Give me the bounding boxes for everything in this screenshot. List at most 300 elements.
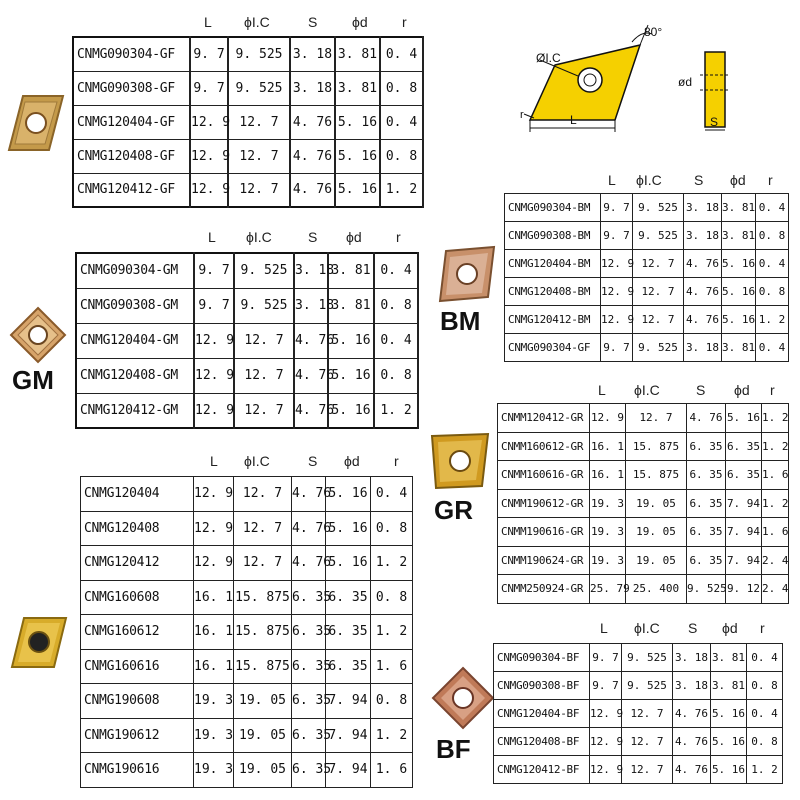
corner-radius-cell: 1. 2 [756, 306, 789, 334]
length-cell: 19. 3 [194, 718, 234, 753]
diagram-angle-label: 80° [644, 25, 663, 39]
thickness-cell: 6. 35 [292, 684, 326, 719]
table-row [505, 222, 789, 250]
bore-diameter-cell: 5. 16 [722, 250, 756, 278]
column-header-s: S [308, 453, 318, 469]
table-row [505, 194, 789, 222]
corner-radius-cell: 0. 8 [756, 278, 789, 306]
model-cell: CNMG190616 [81, 753, 194, 788]
model-cell: CNMG090308-BM [505, 222, 601, 250]
corner-radius-cell: 1. 2 [371, 718, 413, 753]
inscribed-circle-cell: 15. 875 [626, 432, 687, 461]
corner-radius-cell: 0. 8 [756, 222, 789, 250]
model-cell: CNMM160612-GR [498, 432, 590, 461]
column-header-r: r [396, 229, 401, 245]
corner-radius-cell: 0. 8 [374, 288, 418, 323]
bore-diameter-cell: 5. 16 [726, 404, 762, 433]
column-header-s: S [694, 172, 704, 188]
thickness-cell: 6. 35 [292, 580, 326, 615]
model-cell: CNMM190624-GR [498, 546, 590, 575]
table-row [498, 575, 789, 604]
thickness-cell: 3. 18 [673, 644, 711, 672]
table-row [76, 358, 418, 393]
corner-radius-cell: 1. 2 [380, 173, 423, 207]
table-row [81, 511, 413, 546]
length-cell: 9. 7 [190, 37, 228, 71]
thickness-cell: 6. 35 [292, 718, 326, 753]
length-cell: 9. 7 [190, 71, 228, 105]
length-cell: 12. 9 [590, 728, 622, 756]
table-row [498, 489, 789, 518]
bore-diameter-cell: 6. 35 [726, 432, 762, 461]
inscribed-circle-cell: 15. 875 [234, 580, 292, 615]
model-cell: CNMG120408-BM [505, 278, 601, 306]
inscribed-circle-cell: 12. 7 [234, 358, 294, 393]
column-header-d: ϕd [344, 453, 360, 469]
table-row [81, 684, 413, 719]
thickness-cell: 6. 35 [292, 615, 326, 650]
insert-bm-image [436, 245, 498, 303]
inscribed-circle-cell: 9. 525 [228, 37, 290, 71]
corner-radius-cell: 0. 8 [374, 358, 418, 393]
corner-radius-cell: 0. 8 [380, 139, 423, 173]
column-header-s: S [696, 382, 706, 398]
bore-diameter-cell: 5. 16 [328, 358, 374, 393]
length-cell: 12. 9 [194, 511, 234, 546]
inscribed-circle-cell: 12. 7 [228, 105, 290, 139]
model-cell: CNMG190612 [81, 718, 194, 753]
bore-diameter-cell: 5. 16 [711, 700, 747, 728]
column-header-ic: ϕI.C [636, 172, 662, 188]
corner-radius-cell: 0. 4 [371, 477, 413, 512]
table-row [505, 250, 789, 278]
table-row [73, 173, 423, 207]
column-header-r: r [402, 14, 407, 30]
inscribed-circle-cell: 12. 7 [234, 477, 292, 512]
bf-series-label: BF [436, 734, 471, 764]
length-cell: 9. 7 [194, 288, 234, 323]
corner-radius-cell: 0. 8 [747, 672, 783, 700]
table-row [498, 432, 789, 461]
thickness-cell: 6. 35 [687, 432, 726, 461]
inscribed-circle-cell: 15. 875 [234, 615, 292, 650]
inscribed-circle-cell: 12. 7 [622, 728, 673, 756]
model-cell: CNMG090304-GF [505, 334, 601, 362]
length-cell: 9. 7 [601, 334, 633, 362]
thickness-cell: 4. 76 [673, 756, 711, 784]
length-cell: 12. 9 [190, 173, 228, 207]
inscribed-circle-cell: 12. 7 [622, 756, 673, 784]
bore-diameter-cell: 3. 81 [722, 334, 756, 362]
bore-diameter-cell: 5. 16 [335, 139, 380, 173]
bore-diameter-cell: 3. 81 [722, 194, 756, 222]
thickness-cell: 4. 76 [684, 250, 722, 278]
table-row [73, 139, 423, 173]
inscribed-circle-cell: 12. 7 [633, 306, 684, 334]
column-header-s: S [308, 229, 318, 245]
thickness-cell: 4. 76 [292, 511, 326, 546]
table-row [76, 288, 418, 323]
inscribed-circle-cell: 12. 7 [234, 511, 292, 546]
inscribed-circle-cell: 15. 875 [626, 461, 687, 490]
column-header-r: r [768, 172, 773, 188]
table-row [76, 393, 418, 428]
thickness-cell: 3. 18 [684, 222, 722, 250]
length-cell: 12. 9 [194, 358, 234, 393]
corner-radius-cell: 1. 2 [747, 756, 783, 784]
cnmg-spec-table [80, 476, 413, 788]
model-cell: CNMG120412-GF [73, 173, 190, 207]
table-row [81, 546, 413, 581]
model-cell: CNMG120404-GF [73, 105, 190, 139]
corner-radius-cell: 0. 4 [756, 250, 789, 278]
corner-radius-cell: 0. 4 [756, 334, 789, 362]
inscribed-circle-cell: 12. 7 [626, 404, 687, 433]
inscribed-circle-cell: 12. 7 [228, 139, 290, 173]
bore-diameter-cell: 3. 81 [722, 222, 756, 250]
thickness-cell: 6. 35 [292, 649, 326, 684]
corner-radius-cell: 2. 4 [762, 575, 789, 604]
model-cell: CNMG120408-GM [76, 358, 194, 393]
corner-radius-cell: 0. 8 [371, 511, 413, 546]
table-row [73, 37, 423, 71]
corner-radius-cell: 0. 8 [747, 728, 783, 756]
column-header-l: L [204, 14, 212, 30]
length-cell: 16. 1 [194, 580, 234, 615]
model-cell: CNMG090304-GF [73, 37, 190, 71]
inscribed-circle-cell: 9. 525 [633, 222, 684, 250]
thickness-cell: 3. 18 [684, 334, 722, 362]
inscribed-circle-cell: 19. 05 [234, 718, 292, 753]
model-cell: CNMG120404-GM [76, 323, 194, 358]
thickness-cell: 3. 18 [294, 253, 328, 288]
corner-radius-cell: 0. 4 [756, 194, 789, 222]
gr-spec-table [497, 403, 789, 604]
length-cell: 12. 9 [194, 546, 234, 581]
inscribed-circle-cell: 15. 875 [234, 649, 292, 684]
model-cell: CNMG120404 [81, 477, 194, 512]
inscribed-circle-cell: 19. 05 [626, 518, 687, 547]
thickness-cell: 4. 76 [290, 173, 335, 207]
inscribed-circle-cell: 12. 7 [633, 250, 684, 278]
column-header-r: r [770, 382, 775, 398]
diagram-bore-label: ød [678, 75, 693, 89]
corner-radius-cell: 1. 2 [762, 404, 789, 433]
column-header-d: ϕd [722, 620, 738, 636]
corner-radius-cell: 0. 8 [380, 71, 423, 105]
bm-series-label: BM [440, 306, 481, 336]
bore-diameter-cell: 5. 16 [326, 511, 371, 546]
bore-diameter-cell: 7. 94 [326, 753, 371, 788]
corner-radius-cell: 0. 4 [380, 37, 423, 71]
thickness-cell: 6. 35 [687, 518, 726, 547]
length-cell: 16. 1 [194, 649, 234, 684]
diagram-thickness-label: S [710, 115, 719, 129]
column-header-r: r [760, 620, 765, 636]
thickness-cell: 3. 18 [294, 288, 328, 323]
length-cell: 16. 1 [194, 615, 234, 650]
model-cell: CNMG090308-GM [76, 288, 194, 323]
column-header-ic: ϕI.C [244, 14, 270, 30]
thickness-cell: 6. 35 [687, 489, 726, 518]
gf-spec-table [72, 36, 424, 208]
column-header-d: ϕd [346, 229, 362, 245]
thickness-cell: 4. 76 [294, 323, 328, 358]
table-row [73, 105, 423, 139]
thickness-cell: 4. 76 [673, 700, 711, 728]
length-cell: 19. 3 [194, 753, 234, 788]
inscribed-circle-cell: 12. 7 [234, 546, 292, 581]
thickness-cell: 4. 76 [684, 278, 722, 306]
diagram-length-label: L [570, 113, 577, 127]
length-cell: 9. 7 [194, 253, 234, 288]
insert-cnmg-image [8, 615, 70, 670]
column-header-d: ϕd [734, 382, 750, 398]
model-cell: CNMM160616-GR [498, 461, 590, 490]
corner-radius-cell: 0. 4 [380, 105, 423, 139]
insert-bf-image [430, 665, 496, 731]
bore-diameter-cell: 5. 16 [335, 173, 380, 207]
bore-diameter-cell: 7. 94 [726, 518, 762, 547]
model-cell: CNMG160612 [81, 615, 194, 650]
table-row [76, 253, 418, 288]
insert-gf-image [5, 92, 67, 154]
model-cell: CNMG090304-BF [494, 644, 590, 672]
bore-diameter-cell: 3. 81 [328, 288, 374, 323]
length-cell: 9. 7 [601, 222, 633, 250]
table-row [76, 323, 418, 358]
length-cell: 12. 9 [601, 278, 633, 306]
table-row [81, 580, 413, 615]
bore-diameter-cell: 9. 12 [726, 575, 762, 604]
model-cell: CNMG160616 [81, 649, 194, 684]
corner-radius-cell: 0. 8 [371, 580, 413, 615]
diagram-ic-label: ØI.C [536, 51, 561, 65]
model-cell: CNMG120408-BF [494, 728, 590, 756]
column-header-ic: ϕI.C [634, 620, 660, 636]
table-row [73, 71, 423, 105]
model-cell: CNMG090304-BM [505, 194, 601, 222]
model-cell: CNMG120412-GM [76, 393, 194, 428]
length-cell: 12. 9 [590, 700, 622, 728]
corner-radius-cell: 1. 2 [374, 393, 418, 428]
bore-diameter-cell: 6. 35 [326, 580, 371, 615]
table-row [81, 615, 413, 650]
length-cell: 9. 7 [590, 644, 622, 672]
corner-radius-cell: 1. 2 [762, 432, 789, 461]
inscribed-circle-cell: 9. 525 [234, 288, 294, 323]
length-cell: 12. 9 [194, 323, 234, 358]
thickness-cell: 9. 525 [687, 575, 726, 604]
thickness-cell: 4. 76 [294, 358, 328, 393]
inscribed-circle-cell: 9. 525 [622, 672, 673, 700]
model-cell: CNMM250924-GR [498, 575, 590, 604]
inscribed-circle-cell: 19. 05 [234, 753, 292, 788]
model-cell: CNMM120412-GR [498, 404, 590, 433]
column-header-l: L [600, 620, 608, 636]
inscribed-circle-cell: 12. 7 [234, 323, 294, 358]
corner-radius-cell: 1. 2 [371, 615, 413, 650]
inscribed-circle-cell: 12. 7 [633, 278, 684, 306]
table-row [494, 700, 783, 728]
diagram-radius-label: r [520, 109, 524, 121]
thickness-cell: 3. 18 [290, 37, 335, 71]
length-cell: 19. 3 [590, 518, 626, 547]
corner-radius-cell: 1. 6 [762, 461, 789, 490]
corner-radius-cell: 0. 4 [374, 253, 418, 288]
model-cell: CNMG090308-GF [73, 71, 190, 105]
corner-radius-cell: 0. 8 [371, 684, 413, 719]
column-header-l: L [210, 453, 218, 469]
length-cell: 16. 1 [590, 461, 626, 490]
table-row [505, 306, 789, 334]
bore-diameter-cell: 5. 16 [328, 393, 374, 428]
bore-diameter-cell: 3. 81 [335, 37, 380, 71]
table-row [498, 404, 789, 433]
bore-diameter-cell: 6. 35 [726, 461, 762, 490]
corner-radius-cell: 0. 4 [747, 700, 783, 728]
column-header-ic: ϕI.C [634, 382, 660, 398]
table-row [505, 278, 789, 306]
length-cell: 16. 1 [590, 432, 626, 461]
inscribed-circle-cell: 9. 525 [633, 334, 684, 362]
model-cell: CNMG120412-BM [505, 306, 601, 334]
length-cell: 9. 7 [601, 194, 633, 222]
thickness-cell: 4. 76 [673, 728, 711, 756]
bore-diameter-cell: 3. 81 [335, 71, 380, 105]
insert-gr-image [428, 430, 492, 490]
bore-diameter-cell: 5. 16 [722, 278, 756, 306]
insert-gm-image [8, 305, 68, 365]
model-cell: CNMG120412 [81, 546, 194, 581]
length-cell: 12. 9 [190, 105, 228, 139]
thickness-cell: 3. 18 [290, 71, 335, 105]
model-cell: CNMG090308-BF [494, 672, 590, 700]
bore-diameter-cell: 5. 16 [711, 728, 747, 756]
model-cell: CNMG090304-GM [76, 253, 194, 288]
length-cell: 19. 3 [590, 489, 626, 518]
length-cell: 12. 9 [601, 306, 633, 334]
corner-radius-cell: 0. 4 [374, 323, 418, 358]
corner-radius-cell: 1. 6 [762, 518, 789, 547]
model-cell: CNMG120404-BM [505, 250, 601, 278]
corner-radius-cell: 1. 6 [371, 649, 413, 684]
bore-diameter-cell: 3. 81 [711, 672, 747, 700]
diagram-insert-hole [578, 68, 602, 92]
column-header-d: ϕd [730, 172, 746, 188]
gr-series-label: GR [434, 495, 473, 525]
table-row [505, 334, 789, 362]
length-cell: 19. 3 [194, 684, 234, 719]
model-cell: CNMG160608 [81, 580, 194, 615]
thickness-cell: 4. 76 [290, 139, 335, 173]
bf-spec-table [493, 643, 783, 784]
corner-radius-cell: 1. 6 [371, 753, 413, 788]
column-header-d: ϕd [352, 14, 368, 30]
inscribed-circle-cell: 12. 7 [228, 173, 290, 207]
bore-diameter-cell: 5. 16 [328, 323, 374, 358]
table-row [81, 477, 413, 512]
bore-diameter-cell: 7. 94 [726, 489, 762, 518]
inscribed-circle-cell: 9. 525 [633, 194, 684, 222]
bore-diameter-cell: 6. 35 [326, 649, 371, 684]
length-cell: 9. 7 [590, 672, 622, 700]
bore-diameter-cell: 5. 16 [722, 306, 756, 334]
bm-spec-table [504, 193, 789, 362]
bore-diameter-cell: 7. 94 [326, 684, 371, 719]
thickness-cell: 6. 35 [687, 546, 726, 575]
column-header-l: L [208, 229, 216, 245]
table-row [494, 728, 783, 756]
thickness-cell: 6. 35 [292, 753, 326, 788]
model-cell: CNMG120408 [81, 511, 194, 546]
corner-radius-cell: 0. 4 [747, 644, 783, 672]
inscribed-circle-cell: 9. 525 [622, 644, 673, 672]
length-cell: 12. 9 [590, 404, 626, 433]
table-row [81, 753, 413, 788]
bore-diameter-cell: 3. 81 [328, 253, 374, 288]
model-cell: CNMG120412-BF [494, 756, 590, 784]
gm-series-label: GM [12, 365, 54, 395]
corner-radius-cell: 1. 2 [371, 546, 413, 581]
column-header-l: L [598, 382, 606, 398]
table-row [81, 718, 413, 753]
thickness-cell: 4. 76 [292, 546, 326, 581]
table-row [498, 518, 789, 547]
model-cell: CNMG190608 [81, 684, 194, 719]
inscribed-circle-cell: 19. 05 [626, 489, 687, 518]
bore-diameter-cell: 7. 94 [326, 718, 371, 753]
length-cell: 12. 9 [194, 477, 234, 512]
bore-diameter-cell: 3. 81 [711, 644, 747, 672]
inscribed-circle-cell: 9. 525 [228, 71, 290, 105]
table-row [81, 649, 413, 684]
bore-diameter-cell: 5. 16 [326, 546, 371, 581]
table-row [498, 546, 789, 575]
thickness-cell: 3. 18 [684, 194, 722, 222]
length-cell: 12. 9 [194, 393, 234, 428]
thickness-cell: 4. 76 [684, 306, 722, 334]
column-header-l: L [608, 172, 616, 188]
inscribed-circle-cell: 9. 525 [234, 253, 294, 288]
table-row [498, 461, 789, 490]
inscribed-circle-cell: 19. 05 [234, 684, 292, 719]
model-cell: CNMM190616-GR [498, 518, 590, 547]
bore-diameter-cell: 5. 16 [711, 756, 747, 784]
thickness-cell: 4. 76 [290, 105, 335, 139]
model-cell: CNMM190612-GR [498, 489, 590, 518]
table-row [494, 756, 783, 784]
table-row [494, 672, 783, 700]
thickness-cell: 6. 35 [687, 461, 726, 490]
thickness-cell: 4. 76 [294, 393, 328, 428]
table-row [494, 644, 783, 672]
model-cell: CNMG120408-GF [73, 139, 190, 173]
corner-radius-cell: 2. 4 [762, 546, 789, 575]
inscribed-circle-cell: 12. 7 [234, 393, 294, 428]
column-header-ic: ϕI.C [246, 229, 272, 245]
thickness-cell: 4. 76 [687, 404, 726, 433]
bore-diameter-cell: 5. 16 [335, 105, 380, 139]
length-cell: 19. 3 [590, 546, 626, 575]
thickness-cell: 3. 18 [673, 672, 711, 700]
column-header-s: S [308, 14, 318, 30]
length-cell: 12. 9 [601, 250, 633, 278]
bore-diameter-cell: 5. 16 [326, 477, 371, 512]
insert-dimension-diagram [520, 20, 750, 140]
thickness-cell: 4. 76 [292, 477, 326, 512]
bore-diameter-cell: 7. 94 [726, 546, 762, 575]
